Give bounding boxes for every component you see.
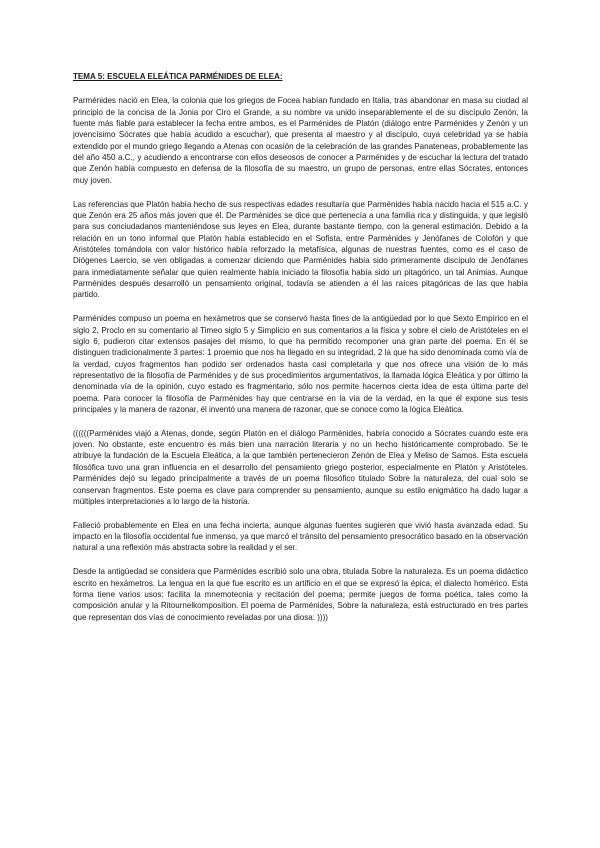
- document-title: TEMA 5: ESCUELA ELEÁTICA PARMÉNIDES DE ELEA:: [73, 72, 283, 81]
- paragraph-on-nature: Desde la antigüedad se considera que Parménides escribió solo una obra, titulada Sobre la naturaleza. Es un poema didáctico escrito en hexámetros. La lengua en la que fue escrito es un artificio en el que se expresó la épica, el dialecto homérico. Esta forma tiene varios usos: facilita la mnemotecnia y recitación del poema; permite juegos de forma poética, tales como la composición anular y la Ritournelkomposition. El poema de Parménides, Sobre la naturaleza, está estructurado en tres partes que representan dos vías de conocimiento reveladas por una diosa: )))): [73, 567, 528, 622]
- paragraph-birth-and-context: Parménides nació en Elea, la colonia que los griegos de Focea habían fundado en Italia, tras abandonar en masa su ciudad al principio de la concisa de la Jonia por Ciro el Grande, a su nombre va unido inseparablemente el de su discípulo Zenón, la fuente más fiable para establecer la fecha entre ambos, es el Parménides de Platón (diálogo entre Parménides y Zenón y un jovencísimo Sócrates que había acudido a escuchar), que presenta al maestro y al discípulo, cuya celebridad ya se había extendido por el mundo griego llegando a Atenas con ocasión de la celebración de las grandes Panateneas, probablemente las del año 450 a.C., y acudiendo a encontrarse con ellos deseosos de conocer a Parménides y de escuchar la lectura del tratado que Zenón había compuesto en defensa de la filosofía de su maestro, un grupo de personas, entre ellas Sócrates, entonces muy joven.: [73, 96, 528, 185]
- paragraph-death-and-impact: Falleció probablemente en Elea en una fecha incierta, aunque algunas fuentes sugieren que vivió hasta avanzada edad. Su impacto en la filosofía occidental fue inmenso, ya que marcó el tránsito del pensamiento presocrático basado en la observación natural a una reflexión más abstracta sobre la realidad y el ser.: [73, 520, 528, 553]
- paragraph-eleatic-school: ((((((Parménides viajó a Atenas, donde, según Platón en el diálogo Parménides, habría conocido a Sócrates cuando este era joven. No obstante, este encuentro es más bien una narración literaria y no un hecho históricamente comprobado. Se le atribuye la fundación de la Escuela Eleática, a la que también pertenecieron Zenón de Elea y Meliso de Samos. Esta escuela filosófica tuvo una gran influencia en el desarrollo del pensamiento griego posterior, especialmente en Platón y Aristóteles. Parménides dejó su legado principalmente a través de un poema filosófico titulado Sobre la naturaleza, del cual solo se conservan fragmentos. Este poema es clave para comprender su pensamiento, aunque su estilo enigmático ha dado lugar a múltiples interpretaciones a lo largo de la historia.: [73, 428, 528, 506]
- paragraph-dates-and-influences: Las referencias que Platón había hecho de sus respectivas edades resultaría que Parménides había nacido hacia el 515 a.C. y que Zenón era 25 años más joven que él. De Parménides se dice que pertenecía a una familia rica y distinguida, y que legisló para sus conciudadanos manteniéndose sus leyes en Elea, durante bastante tiempo, con la general estimación. Debido a la relación en un tono informal que Platón había establecido en el Sofista, entre Parménides y Jenófanes de Colofón y que Aristóteles tomándola con valor histórico había reforzado la metafísica, algunas de nuestras fuentes, como es el caso de Diógenes Laercio, se ven obligadas a comenzar diciendo que Parménides había sido primeramente discípulo de Jenófanes para inmediatamente señalar que quien realmente había iniciado la filosofía había sido un pitagórico, un tal Animias. Aunque Parménides después desarrolló un pensamiento original, todavía se atienden a él las raíces pitagóricas de las que había partido.: [73, 199, 528, 300]
- paragraph-poem-in-hexameters: Parménides compuso un poema en hexámetros que se conservó hasta fines de la antigüedad por lo que Sexto Empírico en el siglo 2, Proclo en su comentario al Timeo siglo 5 y Simplicio en sus comentarios a la física y sobre el cielo de Aristóteles en el siglo 6, pudieron citar extensos pasajes del mismo, lo que ha permitido recomponer una gran parte del poema. En él se distinguen tradicionalmente 3 partes: 1 proemio que nos ha llegado en su integridad, 2 la que ha sido denominada como vía de la verdad, cuyos fragmentos han podido ser ordenados hasta casi completarla y que nos ofrece una visión de lo más representativo de la filosofía de Parménides y de sus procedimientos argumentativos, la llamada lógica Eleática y por último la denominada vía de la opinión, cuyo estado es fragmentario, sólo nos permite hacernos cierta idea de esta última parte del poema. Para conocer la filosofía de Parménides hay que centrarse en la vía de la verdad, en la que él expone sus tesis principales y la manera de razonar, él inventó una manera de razonar, que se conoce como la lógica Eleática.: [73, 314, 528, 414]
- document-body: [73, 71, 528, 635]
